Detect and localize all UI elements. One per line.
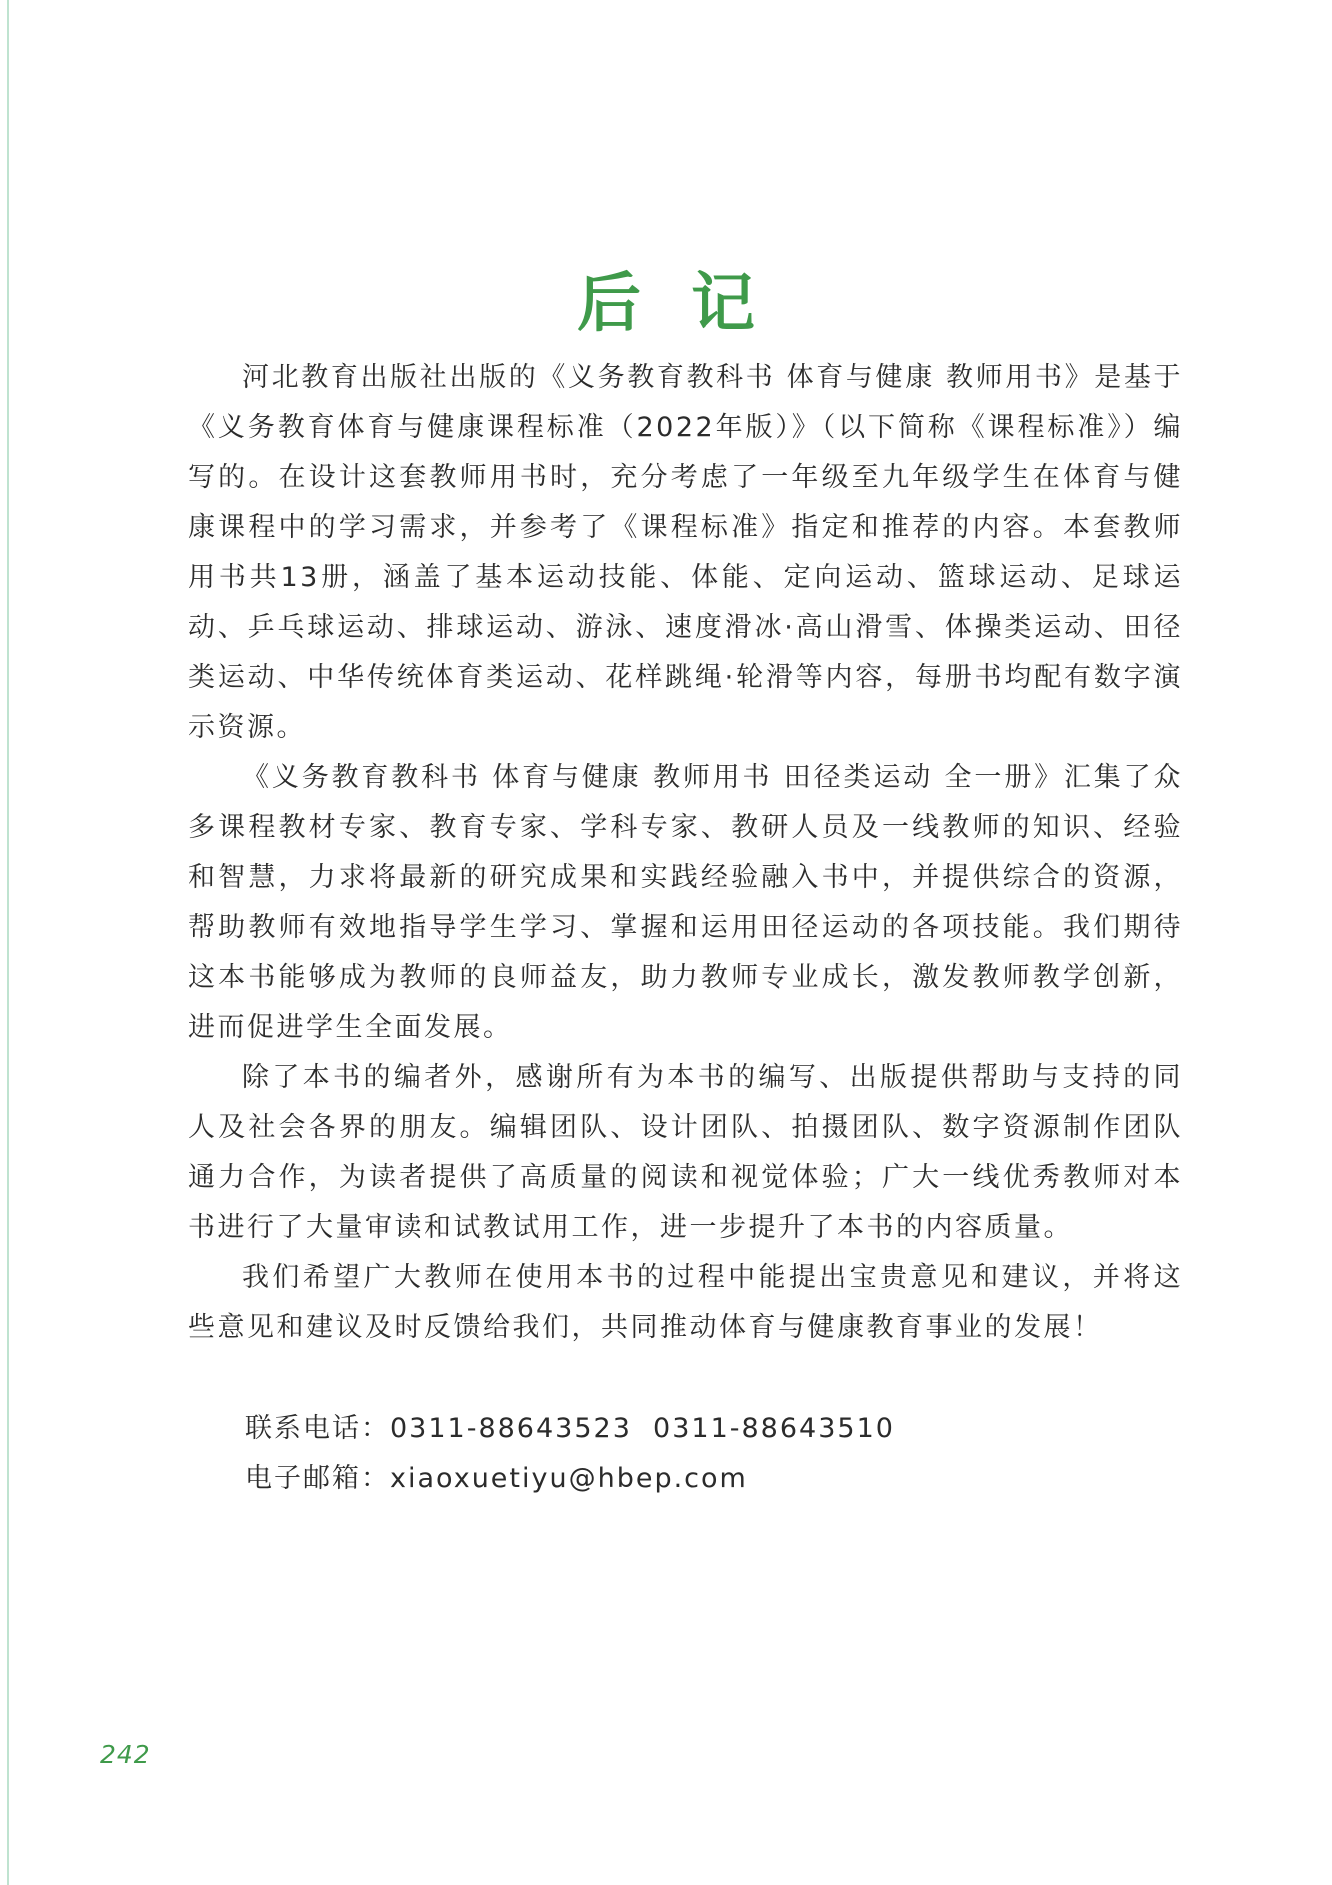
paragraph-2: 《义务教育教科书 体育与健康 教师用书 田径类运动 全一册》汇集了众多课程教材专家、教育专家、学科专家、教研人员及一线教师的知识、经验和智慧，力求将最新的研究成果和实践经验融入书中，并提供综合的资源，帮助教师有效地指导学生学习、掌握和运用田径运动的各项技能。我们期待这本书能够成为教师的良师益友，助力教师专业成长，激发教师教学创新，进而促进学生全面发展。 [188,762,1183,1043]
paragraph-4: 我们希望广大教师在使用本书的过程中能提出宝贵意见和建议，并将这些意见和建议及时反馈给我们，共同推动体育与健康教育事业的发展！ [188,1262,1183,1343]
email-label: 电子邮箱： [245,1463,390,1494]
paragraph-3: 除了本书的编者外，感谢所有为本书的编写、出版提供帮助与支持的同人及社会各界的朋友。编辑团队、设计团队、拍摄团队、数字资源制作团队通力合作，为读者提供了高质量的阅读和视觉体验；广大一线优秀教师对本书进行了大量审读和试教试用工作，进一步提升了本书的内容质量。 [188,1062,1183,1243]
phone-value: 0311-88643523 0311-88643510 [390,1413,895,1444]
email-value: xiaoxuetiyu@hbep.com [390,1463,748,1494]
page-number: 242 [100,1740,151,1769]
page-title: 后记 [577,265,805,341]
phone-label: 联系电话： [245,1413,390,1444]
paragraph-1: 河北教育出版社出版的《义务教育教科书 体育与健康 教师用书》是基于《义务教育体育与健康课程标准（2022年版）》（以下简称《课程标准》）编写的。在设计这套教师用书时，充分考虑了一年级至九年级学生在体育与健康课程中的学习需求，并参考了《课程标准》指定和推荐的内容。本套教师用书共13册，涵盖了基本运动技能、体能、定向运动、篮球运动、足球运动、乒乓球运动、排球运动、游泳、速度滑冰·高山滑雪、体操类运动、田径类运动、中华传统体育类运动、花样跳绳·轮滑等内容，每册书均配有数字演示资源。 [188,362,1183,743]
email-row [245,1454,895,1504]
body-text [188,353,1183,1353]
phone-row [245,1404,895,1454]
contact-info [245,1404,895,1504]
